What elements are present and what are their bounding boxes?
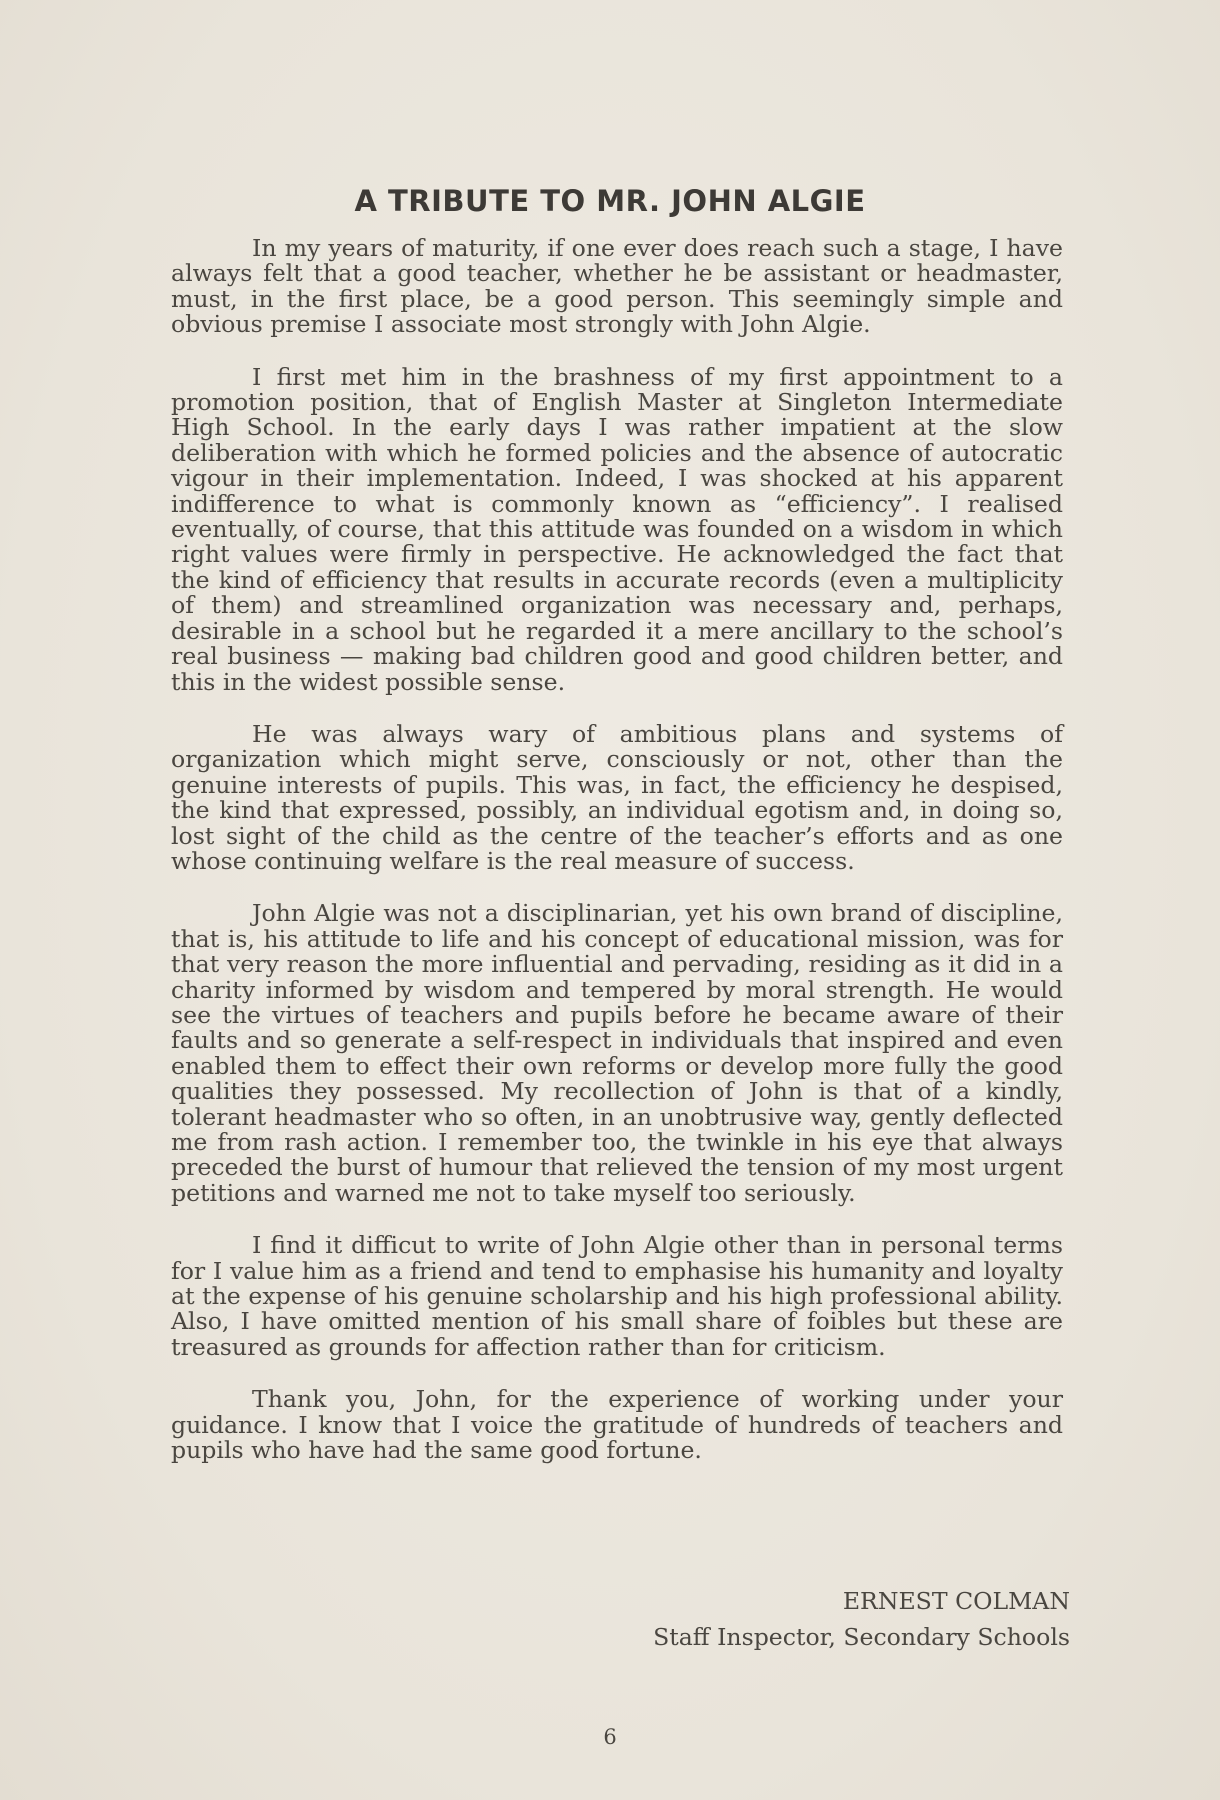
body-paragraph: In my years of maturity, if one ever does reach such a stage, I have always felt that a good teacher, whether he be assistant or headmaster, must, in the first place, be a good person. This seemingly simple and obvious premise I associate most strongly with John Algie.	[171, 234, 1063, 339]
signature-block	[653, 1583, 1070, 1655]
body-paragraph: I first met him in the brashness of my first appointment to a promotion position, that of English Master at Singleton Intermediate High School. In the early days I was rather impatient at the slow deliberation with which he formed policies and the absence of autocratic vigour in their implementation. Indeed, I was shocked at his apparent indifference to what is commonly known as “efficiency”. I realised eventually, of course, that this attitude was founded on a wisdom in which right values were firmly in perspective. He acknowledged the fact that the kind of efficiency that results in accurate records (even a multiplicity of them) and streamlined organization was necessary and, perhaps, desirable in a school but he regarded it a mere ancillary to the school’s real business — making bad children good and good children better, and this in the widest possible sense.	[171, 362, 1063, 696]
document-body	[171, 236, 1063, 1490]
page-number: 6	[603, 1725, 617, 1749]
body-paragraph: Thank you, John, for the experience of working under your guidance. I know that I voice the gratitude of hundreds of teachers and pupils who have had the same good fortune.	[171, 1385, 1063, 1465]
body-paragraph: He was always wary of ambitious plans and systems of organization which might serve, consciously or not, other than the genuine interests of pupils. This was, in fact, the efficiency he despised, the kind that expressed, possibly, an individual egotism and, in doing so, lost sight of the child as the centre of the teacher’s efforts and as one whose continuing welfare is the real measure of success.	[171, 719, 1063, 875]
body-paragraph: John Algie was not a disciplinarian, yet his own brand of discipline, that is, his attitude to life and his concept of educational mission, was for that very reason the more influential and pervading, residing as it did in a charity informed by wisdom and tempered by moral strength. He would see the virtues of teachers and pupils before he became aware of their faults and so generate a self-respect in individuals that inspired and even enabled them to effect their own reforms or develop more fully the good qualities they possessed. My recollection of John is that of a kindly, tolerant headmaster who so often, in an unobtrusive way, gently deflected me from rash action. I remember too, the twinkle in his eye that always preceded the burst of humour that relieved the tension of my most urgent petitions and warned me not to take myself too seriously.	[171, 899, 1063, 1207]
body-paragraph: I find it difficut to write of John Algie other than in personal terms for I value him as a friend and tend to emphasise his humanity and loyalty at the expense of his genuine scholarship and his high professional ability. Also, I have omitted mention of his small share of foibles but these are treasured as grounds for affection rather than for criticism.	[171, 1231, 1063, 1361]
author-name: ERNEST COLMAN	[842, 1587, 1070, 1615]
author-role: Staff Inspector, Secondary Schools	[653, 1623, 1070, 1651]
document-title: A TRIBUTE TO MR. JOHN ALGIE	[354, 184, 866, 218]
